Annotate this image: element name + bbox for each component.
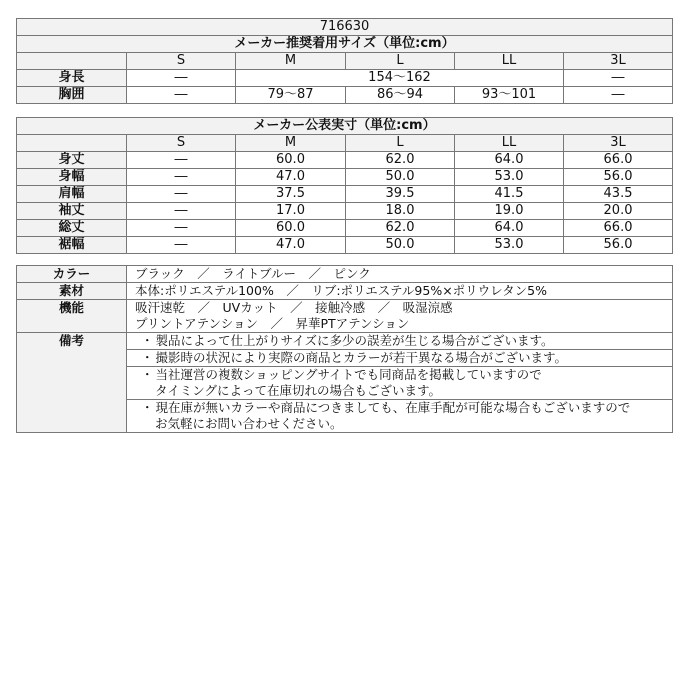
table-row <box>17 152 673 169</box>
product-code: 716630 <box>17 19 673 36</box>
note-text: 撮影時の状況により実際の商品とカラーが若干異なる場合がございます。 <box>155 350 568 365</box>
size-header-3l: 3L <box>564 53 673 70</box>
material-value: 本体:ポリエステル100% ／ リブ:ポリエステル95%×ポリウレタン5% <box>127 283 673 300</box>
chest-l: 86～94 <box>346 87 455 104</box>
table-cell: 43.5 <box>564 186 673 203</box>
notes-label: 備考 <box>17 333 127 433</box>
table-row <box>17 87 673 104</box>
empty-header-cell <box>17 53 127 70</box>
info-row-color <box>17 266 673 283</box>
bullet-icon: ・ <box>141 350 154 365</box>
size-header-l: L <box>346 135 455 152</box>
table-cell: 47.0 <box>236 237 346 254</box>
size-header-m: M <box>236 53 346 70</box>
note-text: 製品によって仕上がりサイズに多少の誤差が生じる場合がございます。 <box>155 333 554 348</box>
table-cell: 53.0 <box>455 169 564 186</box>
table-cell: 17.0 <box>236 203 346 220</box>
table-cell: 60.0 <box>236 220 346 237</box>
table-cell: ― <box>127 237 236 254</box>
table-cell: 50.0 <box>346 169 455 186</box>
table-row <box>17 169 673 186</box>
size-header-s: S <box>127 53 236 70</box>
note-text-continued: お気軽にお問い合わせください。 <box>155 416 343 431</box>
actual-size-title: メーカー公表実寸（単位:cm） <box>17 118 673 135</box>
table-cell: 64.0 <box>455 152 564 169</box>
info-row-notes <box>17 333 673 350</box>
color-value: ブラック ／ ライトブルー ／ ピンク <box>127 266 673 283</box>
product-info-table <box>16 265 673 433</box>
note-text: 当社運営の複数ショッピングサイトでも同商品を掲載していますので <box>155 367 542 382</box>
size-header-ll: LL <box>455 135 564 152</box>
note-item <box>127 367 673 400</box>
info-row-function <box>17 300 673 333</box>
table-row <box>17 220 673 237</box>
size-header-l: L <box>346 53 455 70</box>
table-cell: 64.0 <box>455 220 564 237</box>
height-s: ― <box>127 70 236 87</box>
function-label: 機能 <box>17 300 127 333</box>
bullet-icon: ・ <box>141 333 154 348</box>
chest-m: 79～87 <box>236 87 346 104</box>
table-cell: 19.0 <box>455 203 564 220</box>
empty-header-cell <box>17 135 127 152</box>
table-cell: 18.0 <box>346 203 455 220</box>
recommended-size-table <box>16 18 673 104</box>
table-row <box>17 237 673 254</box>
table-cell: ― <box>127 186 236 203</box>
table-cell: 53.0 <box>455 237 564 254</box>
function-value <box>127 300 673 333</box>
function-line-2: プリントアテンション ／ 昇華PTアテンション <box>135 316 410 331</box>
note-item <box>127 400 673 433</box>
color-label: カラー <box>17 266 127 283</box>
table-cell: 56.0 <box>564 237 673 254</box>
table-cell: 20.0 <box>564 203 673 220</box>
table-row <box>17 203 673 220</box>
table-cell: 37.5 <box>236 186 346 203</box>
table-cell: ― <box>127 152 236 169</box>
height-range: 154～162 <box>236 70 564 87</box>
chest-ll: 93～101 <box>455 87 564 104</box>
chest-3l: ― <box>564 87 673 104</box>
table-cell: 62.0 <box>346 220 455 237</box>
table-row <box>17 186 673 203</box>
function-line-1: 吸汗速乾 ／ UVカット ／ 接触冷感 ／ 吸湿涼感 <box>135 300 453 315</box>
size-header-ll: LL <box>455 53 564 70</box>
table-row <box>17 70 673 87</box>
info-row-material <box>17 283 673 300</box>
table-cell: ― <box>127 169 236 186</box>
actual-size-table <box>16 117 673 254</box>
row-label: 裾幅 <box>17 237 127 254</box>
row-label: 袖丈 <box>17 203 127 220</box>
recommended-size-title: メーカー推奨着用サイズ（単位:cm） <box>17 36 673 53</box>
note-item <box>127 350 673 367</box>
table-cell: 47.0 <box>236 169 346 186</box>
size-header-m: M <box>236 135 346 152</box>
row-label: 肩幅 <box>17 186 127 203</box>
table-cell: 66.0 <box>564 152 673 169</box>
chest-s: ― <box>127 87 236 104</box>
size-header-s: S <box>127 135 236 152</box>
row-label-height: 身長 <box>17 70 127 87</box>
bullet-icon: ・ <box>141 400 154 415</box>
table-cell: 60.0 <box>236 152 346 169</box>
row-label: 身丈 <box>17 152 127 169</box>
table-cell: ― <box>127 220 236 237</box>
row-label: 身幅 <box>17 169 127 186</box>
table-cell: 50.0 <box>346 237 455 254</box>
row-label-chest: 胸囲 <box>17 87 127 104</box>
table-cell: 41.5 <box>455 186 564 203</box>
note-item <box>127 333 673 350</box>
height-3l: ― <box>564 70 673 87</box>
bullet-icon: ・ <box>141 367 154 382</box>
table-cell: 62.0 <box>346 152 455 169</box>
material-label: 素材 <box>17 283 127 300</box>
table-cell: 39.5 <box>346 186 455 203</box>
size-header-3l: 3L <box>564 135 673 152</box>
table-cell: 56.0 <box>564 169 673 186</box>
table-cell: ― <box>127 203 236 220</box>
note-text-continued: タイミングによって在庫切れの場合もございます。 <box>155 383 442 398</box>
note-text: 現在庫が無いカラーや商品につきましても、在庫手配が可能な場合もございますので <box>155 400 631 415</box>
row-label: 総丈 <box>17 220 127 237</box>
table-cell: 66.0 <box>564 220 673 237</box>
